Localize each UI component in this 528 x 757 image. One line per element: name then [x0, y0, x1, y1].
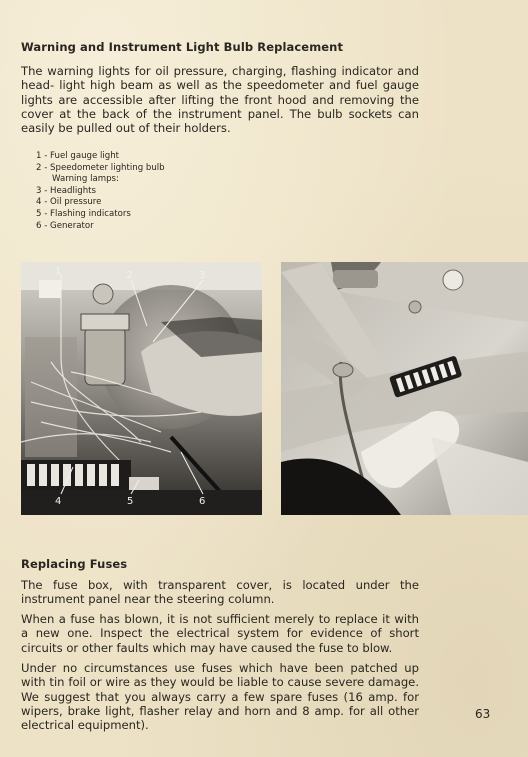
- legend-item: 3 - Headlights: [36, 185, 97, 196]
- text-line: foil or wire as they would be liable to cause severe damage. We suggest: [21, 675, 419, 704]
- text-line: one. Inspect the electrical system for evidence of short circuits or other: [21, 626, 419, 655]
- figure-legend: [36, 151, 165, 232]
- text-line: Under no circumstances use fuses which have been patched up with tin: [21, 661, 419, 690]
- callout-label: 6: [199, 496, 206, 507]
- text-line: When a fuse has blown, it is not sufficient merely to replace it with a new: [21, 612, 419, 641]
- callout-label: 2: [126, 270, 133, 281]
- section-heading-bulb-replacement: Warning and Instrument Light Bulb Replacement: [21, 40, 344, 54]
- fuse-box-photo: [281, 262, 528, 515]
- text-line: The warning lights for oil pressure, charging, flashing indicator and head-: [21, 64, 419, 93]
- spare-fuses-paragraph: [21, 661, 419, 732]
- text-line: that you always carry a few spare fuses (16 amp. for wipers, brake light,: [21, 689, 419, 718]
- text-line: faults which may have caused the fuse to blow.: [116, 640, 393, 655]
- text-line: The fuse box, with transparent cover, is located under the instrument panel: [21, 578, 419, 607]
- legend-item: 2 - Speedometer lighting bulb: [36, 162, 165, 173]
- text-line: their holders.: [153, 121, 231, 136]
- fuse-box-location-paragraph: [21, 578, 419, 607]
- text-line: near the steering column.: [124, 592, 275, 607]
- legend-item: 1 - Fuel gauge light: [36, 151, 120, 161]
- text-line: of the instrument panel. The bulb sockets can easily be pulled out of: [21, 106, 419, 136]
- legend-item: 6 - Generator: [36, 220, 94, 231]
- blown-fuse-paragraph: [21, 612, 419, 655]
- text-line: flasher relay and horn and 8 amp. for all other electrical equipment).: [21, 703, 420, 733]
- legend-subheading: Warning lamps:: [52, 174, 119, 185]
- callout-label: 4: [55, 496, 62, 507]
- callout-label: 1: [55, 266, 62, 277]
- legend-item: 4 - Oil pressure: [36, 197, 102, 208]
- instrument-wiring-photo: [21, 262, 262, 515]
- bulb-replacement-paragraph: [21, 64, 419, 135]
- page-number: 63: [475, 707, 491, 721]
- text-line: light high beam as well as the speedometer and fuel gauge lights are: [21, 78, 420, 107]
- callout-label: 5: [127, 496, 134, 507]
- text-line: accessible after lifting the front hood and removing the cover at the back: [21, 92, 420, 121]
- callout-label: 3: [199, 270, 206, 281]
- section-heading-replacing-fuses: Replacing Fuses: [21, 557, 128, 571]
- legend-item: 5 - Flashing indicators: [36, 208, 131, 219]
